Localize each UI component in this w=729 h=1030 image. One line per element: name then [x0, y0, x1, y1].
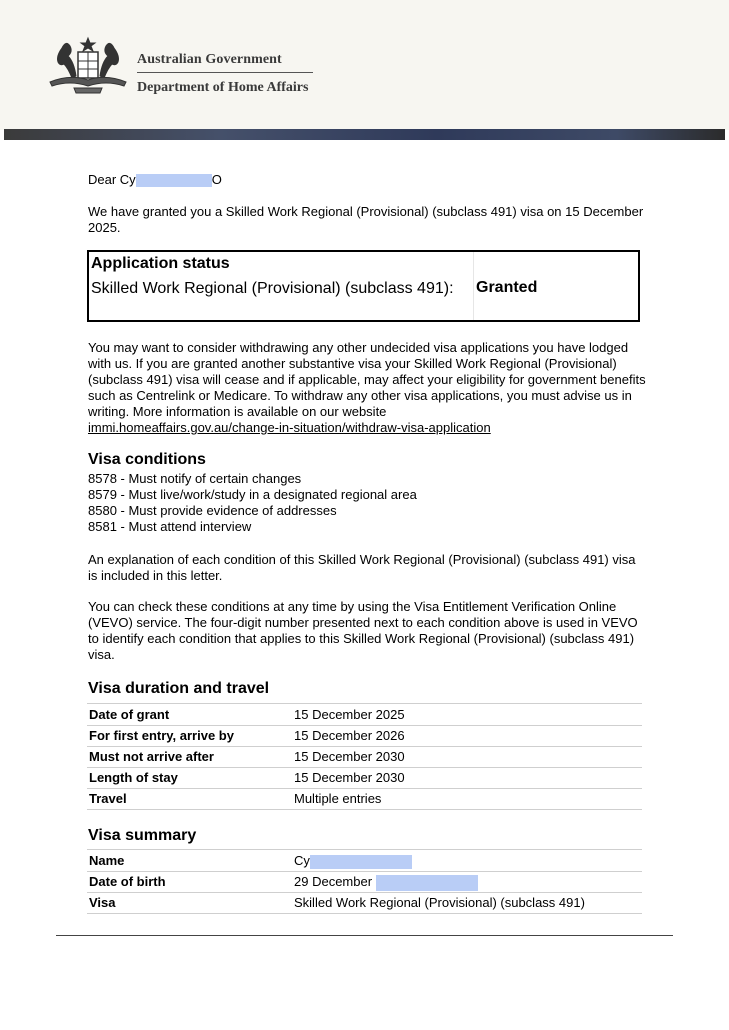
- withdraw-paragraph: [88, 340, 648, 436]
- greeting-start: Dear Cy: [88, 172, 136, 187]
- row-label: Must not arrive after: [89, 749, 214, 764]
- row-value: Multiple entries: [294, 791, 382, 806]
- status-value: Granted: [476, 279, 538, 296]
- withdraw-text: You may want to consider withdrawing any other undecided visa applications you have lodged with us. If you are granted another substantive visa your Skilled Work Regional (Provisional) (subclass 491) visa will cease and if applicable, may affect your eligibility for government benefits such as Centrelink or Medicare. To withdraw any other visa applications, you must advise us in writing. More information is available on our website: [88, 340, 646, 419]
- header-bar: [4, 129, 725, 140]
- greeting-end: O: [211, 172, 222, 187]
- footer-rule: [56, 935, 673, 936]
- explanation-paragraph: An explanation of each condition of this Skilled Work Regional (Provisional) (subclass 491) visa is included in this letter.: [88, 552, 636, 583]
- row-value: [294, 874, 478, 891]
- row-value: 15 December 2026: [294, 728, 405, 743]
- name-value: Cy: [294, 853, 310, 868]
- row-label: Date of birth: [89, 874, 166, 889]
- condition-item: 8578 - Must notify of certain changes: [88, 471, 302, 486]
- row-value: Skilled Work Regional (Provisional) (subclass 491): [294, 895, 585, 910]
- table-row: [87, 871, 642, 893]
- intro-paragraph: We have granted you a Skilled Work Regional (Provisional) (subclass 491) visa on 15 December 2025.: [88, 204, 644, 235]
- status-visa-name: Skilled Work Regional (Provisional) (subclass 491):: [91, 280, 454, 297]
- dob-value: 29 December: [294, 874, 373, 889]
- visa-conditions-heading: Visa conditions: [88, 451, 206, 468]
- redaction: [310, 855, 412, 869]
- row-value: 15 December 2025: [294, 707, 405, 722]
- status-divider: [473, 252, 474, 320]
- coat-of-arms-icon: [44, 36, 132, 98]
- visa-summary-heading: Visa summary: [88, 827, 197, 844]
- row-label: Travel: [89, 791, 127, 806]
- row-value: [294, 853, 412, 869]
- row-label: Date of grant: [89, 707, 170, 722]
- greeting: [88, 172, 648, 188]
- department-name: Department of Home Affairs: [137, 80, 309, 95]
- table-row: [87, 767, 642, 789]
- condition-item: 8581 - Must attend interview: [88, 519, 252, 534]
- table-row: [87, 892, 642, 914]
- row-value: 15 December 2030: [294, 749, 405, 764]
- row-label: Name: [89, 853, 125, 868]
- redaction: [136, 174, 212, 187]
- vevo-paragraph: You can check these conditions at any time by using the Visa Entitlement Verification Online (VEVO) service. The four-digit number presented next to each condition above is used in VEVO to identify each condition that applies to this Skilled Work Regional (Provisional) (subclass 491) visa.: [88, 599, 638, 662]
- condition-item: 8579 - Must live/work/study in a designated regional area: [88, 487, 417, 502]
- table-row: [87, 788, 642, 810]
- redaction: [376, 875, 478, 891]
- row-label: Length of stay: [89, 770, 178, 785]
- status-heading: Application status: [91, 255, 230, 272]
- withdraw-link[interactable]: immi.homeaffairs.gov.au/change-in-situation/withdraw-visa-application: [88, 420, 491, 435]
- visa-duration-heading: Visa duration and travel: [88, 680, 270, 697]
- row-value: 15 December 2030: [294, 770, 405, 785]
- application-status-box: [87, 250, 640, 322]
- row-label: Visa: [89, 895, 116, 910]
- table-row: [87, 704, 642, 726]
- condition-item: 8580 - Must provide evidence of addresses: [88, 503, 337, 518]
- table-row: [87, 746, 642, 768]
- table-row: [87, 850, 642, 872]
- table-row: [87, 725, 642, 747]
- government-title: Australian Government: [137, 52, 282, 67]
- letterhead-divider: [137, 72, 313, 73]
- row-label: For first entry, arrive by: [89, 728, 234, 743]
